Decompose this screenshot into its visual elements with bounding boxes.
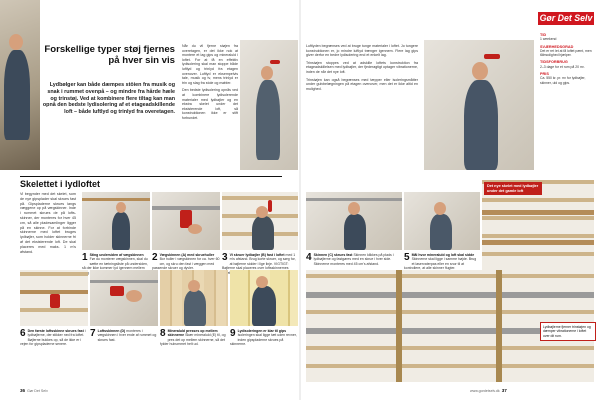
step-2-caption bbox=[152, 253, 220, 271]
step-8-photo bbox=[160, 270, 228, 326]
step-9-caption bbox=[230, 329, 298, 347]
body-column-2-text-b: Trinstøjen stoppes ved at adskille loftets konstruktion fra etageadskillelsen med lydbøjler, der fjederagtigt optager vibrationerne, inden de når det nye loft. bbox=[306, 60, 418, 74]
bracket-tip: Lydbøjlerne fjerner trinstøjen og dæmper vibrationerne i loftet over dit rum. bbox=[540, 322, 596, 341]
step-8-number: 8 bbox=[160, 328, 166, 339]
page-number-left: 36 bbox=[20, 388, 26, 393]
step-6-number: 6 bbox=[20, 328, 26, 339]
fact-tid-label: TID bbox=[540, 33, 547, 37]
step-3-text: med 1 m's afstand. Brug korte skruer, og sørg for, at bøjlerne sidder i lige linje. VIGTIGT: Bøjlerne skal placeres over loftsskinnernes bbox=[222, 253, 296, 271]
step-3-number: 3 bbox=[222, 252, 228, 263]
step-9-title: Lydisoleringen er klar til gips bbox=[237, 329, 287, 333]
body-column-2-text: Luftlyden begrænses ved at bruge tunge materialer i loftet. Jo tungere konstruktionen er, jo mindre luftlyd trænger igennem. Flere lag gips giver derfor en bedre lydisolering end et enkelt lag. bbox=[306, 44, 418, 58]
body-column-2-text-c: Trinstøjen kan også begrænses med tæpper eller isoleringsmåtter under gulvbelægningen på etagen ovenover, men det er ikke altid en mulighed. bbox=[306, 77, 418, 91]
step-7-photo bbox=[90, 270, 158, 326]
article-heading: Forskellige typer støj fjernes på hver sin vis bbox=[44, 44, 175, 66]
step-7-text: monteres i vægskinnen i hver ende af rummet og skrues fast. bbox=[97, 329, 157, 342]
step-4-text: Skinnen klikkes på plads i lydbøjlerne og fastgøres med en skrue i hver side. Skinnerne monteres med 45 cm's afstand. bbox=[313, 253, 394, 266]
step-8-caption bbox=[160, 329, 228, 347]
step-6-title: Den første loftsskinne skrues fast bbox=[27, 329, 84, 333]
top-photo-left bbox=[240, 40, 298, 170]
magazine-logo: Gør Det Selv bbox=[539, 13, 593, 23]
step-4-title: Skinnen (C) skrues fast bbox=[313, 253, 353, 257]
step-9-text: Isoleringen skal ligge tæt uden revner, inden gipspladerne skrues på skinnerne. bbox=[230, 333, 297, 347]
step-9-number: 9 bbox=[230, 328, 236, 339]
page-number-right: 37 bbox=[501, 388, 507, 393]
step-3-photo bbox=[222, 192, 298, 250]
step-5-text: Skinnerne skal ligge i samme højde. Brug et laservaterpas eller en snor til at kontrollere, at alle skinner flugter. bbox=[404, 257, 477, 271]
fact-difficulty-value: Det er ret let at få loftet pænt, men tålmodighed hjælper. bbox=[540, 48, 592, 58]
step-2-photo bbox=[152, 192, 220, 250]
step-1-photo bbox=[82, 192, 150, 250]
section-kicker bbox=[20, 176, 282, 190]
step-4-caption bbox=[306, 253, 402, 266]
fact-time-label: TIDSFORBRUG bbox=[540, 60, 568, 65]
step-6-photo bbox=[20, 270, 88, 326]
article-lead: Lydbølger kan både dæmpes stöien fra musik og snak i rummet ovenpå – og mindre fra hårde hæle og trinstøj. Ved at kombinere flere tiltag kan man opnå den bedste lydisolering af et etageadskillende loft – både luftlyd og trinlyd fra overetagen. bbox=[42, 82, 175, 116]
footer-right bbox=[470, 388, 507, 393]
step-6-text: i lydbøjlerne, der stikker ned fra loftet. Bøjlerne bukkes op, så de ikke er i vejen for gipspladerne senere. bbox=[20, 329, 86, 347]
fact-tid-value: 1 weekend bbox=[540, 37, 557, 42]
step-5-title: Mål hvor mineraluld og loft skal sidde bbox=[411, 253, 475, 257]
step-8-text: Skær mineraluld (E) til, og pres det op mellem skinnerne, så det fylder hulrummet helt ud. bbox=[160, 333, 226, 347]
fact-price-label: PRIS bbox=[540, 72, 549, 77]
step-4-photo bbox=[306, 192, 402, 250]
step-1-text: Før du monterer vægskinnen, skal du sætte en tætningsliste på undersiden, så der ikke kommer lyd igennem mellem bbox=[82, 257, 148, 271]
step-1-title: Sting undersiden af vægskinnen bbox=[89, 253, 144, 257]
fact-price-value: Ca. 550 kr. pr. m² for lydbøjler, skinner, uld og gips. bbox=[540, 76, 586, 85]
body-column-2 bbox=[306, 44, 418, 91]
body-column-1-text: Når du vil fjerne støjen fra overetagen, er det ikke nok at montere et lag gips og mineraluld i loftet. For at få en effektiv lydisolering skal man stoppe både luftlyd og trinlyd fra etagen ovenover. Luftlyd er eksempelvis tale, musik og tv, mens trinlyd er trin og slag fra stole og møbler. bbox=[182, 44, 238, 85]
step-2-number: 2 bbox=[152, 252, 158, 263]
step-6-caption bbox=[20, 329, 88, 347]
step-9-photo bbox=[230, 270, 298, 326]
step-7-caption bbox=[90, 329, 158, 342]
page-gutter bbox=[299, 0, 301, 400]
step-5-number: 5 bbox=[404, 252, 410, 263]
step-4-number: 4 bbox=[306, 252, 312, 263]
fact-difficulty-label: SVÆRHEDSGRAD bbox=[540, 44, 574, 49]
step-2-text: Bor huller i vægskinnen for ca. hver 60 cm, og skru den fast i væggen med passende skruer og dyvler. bbox=[152, 257, 220, 271]
step-8-title: Mineraluld presses op mellem skinnerne bbox=[167, 329, 218, 338]
footer-left bbox=[20, 388, 48, 393]
fact-time-value: 2–3 dage for et rum på 20 m². bbox=[540, 64, 585, 69]
footer-left-text: Gør Det Selv bbox=[27, 389, 48, 393]
step-2-title: Vægskinnen (A) med skruehuller bbox=[159, 253, 215, 257]
step-7-number: 7 bbox=[90, 328, 96, 339]
ceiling-tag: Det nye skelet med lydbøjler under det gamle loft bbox=[484, 182, 542, 195]
body-column-1 bbox=[182, 44, 238, 121]
body-column-1-text-b: Den bedste lydisolering opnås ved at kombinere lydisolerende materialer med lydbøjler og en ekstra skelet under det eksisterende loft, så konstruktionen ikke er stift forbundet. bbox=[182, 88, 238, 120]
step-5-caption bbox=[404, 253, 480, 271]
top-photo-right bbox=[424, 40, 534, 170]
step-1-number: 1 bbox=[82, 252, 88, 263]
step-3-title: Vi skruer lydbøjler (B) fast i loftet bbox=[229, 253, 285, 257]
section-title: Skelettet i lydloftet bbox=[20, 179, 101, 189]
step-5-photo bbox=[404, 192, 480, 250]
footer-right-text: www.gordetselv.dk bbox=[470, 389, 500, 393]
step-7-title: Loftsskinnen (D) bbox=[97, 329, 126, 333]
section-intro: Vi begynder med det skelet, som de nye gipsplader skal skrues fast på. Gipspladerne skrues langs væggene op på vægskinner. Inde i rummet skrues de på lofts-skinner, der monteres for hver 45 cm, så alle pladesamlinger ligger på en skinne. For at forbinde skinnerne med loftet bruges lydbøjler, som holder skinnerne fri af det eksisterende loft. De skal placeres med maks. 1 m's afstand. bbox=[20, 192, 76, 254]
hero-photo bbox=[0, 0, 40, 170]
fact-box bbox=[540, 30, 594, 85]
